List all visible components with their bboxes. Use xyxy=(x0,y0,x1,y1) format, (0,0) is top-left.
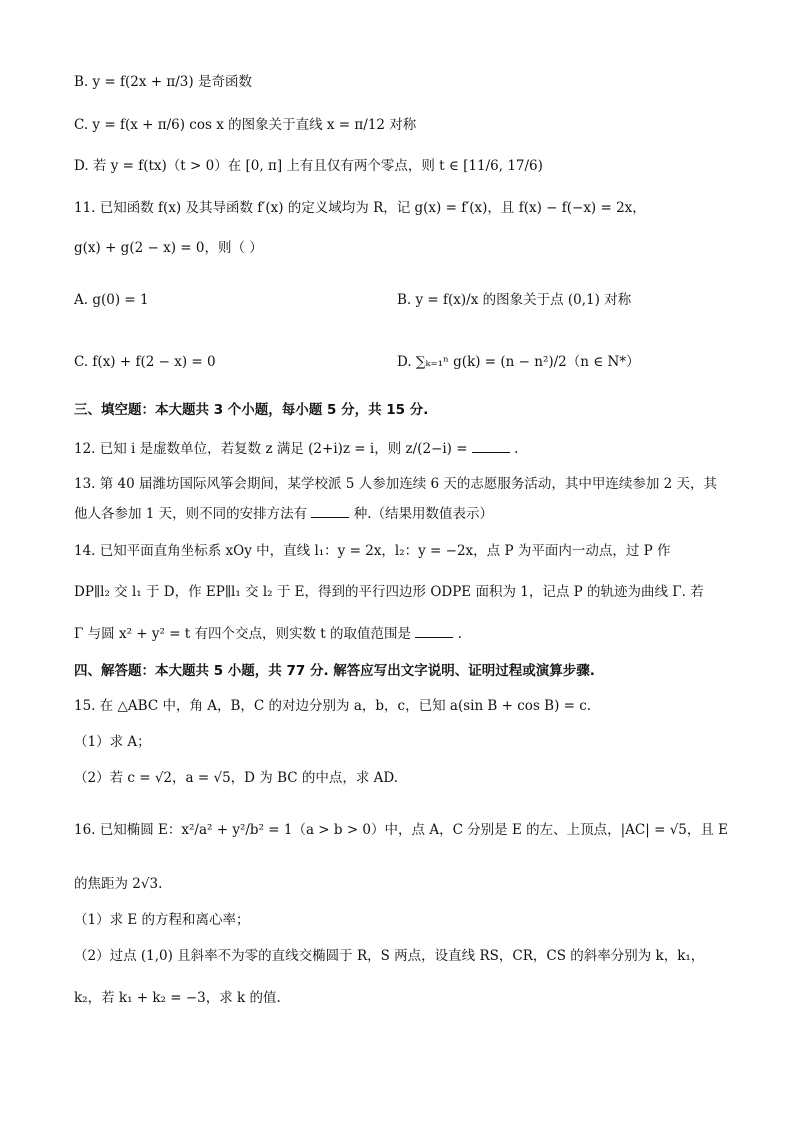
q15-stem: 15. 在 △ABC 中，角 A，B，C 的对边分别为 a，b，c，已知 a(sin B + cos B) = c. xyxy=(74,698,592,714)
q15-part1: （1）求 A； xyxy=(74,734,151,750)
q11-stem-line1: 11. 已知函数 f(x) 及其导函数 f′(x) 的定义域均为 R，记 g(x) = f′(x)，且 f(x) − f(−x) = 2x， xyxy=(74,200,646,216)
q13-answer-blank xyxy=(311,503,349,518)
q10-option-b: B. y = f(2x + π/3) 是奇函数 xyxy=(74,74,252,90)
q13-text-b: 种.（结果用数值表示） xyxy=(353,506,494,522)
q13-line1: 13. 第 40 届潍坊国际风筝会期间，某学校派 5 人参加连续 6 天的志愿服务活动，其中甲连续参加 2 天，其 xyxy=(74,476,718,492)
q16-part3: k₂，若 k₁ + k₂ = −3，求 k 的值. xyxy=(74,990,281,1006)
q14-line1: 14. 已知平面直角坐标系 xOy 中，直线 l₁：y = 2x，l₂：y = −2x，点 P 为平面内一动点，过 P 作 xyxy=(74,543,671,559)
q10-option-c: C. y = f(x + π/6) cos x 的图象关于直线 x = π/12 对称 xyxy=(74,117,417,133)
q14-period: . xyxy=(457,626,462,642)
section-3-heading: 三、填空题：本大题共 3 个小题，每小题 5 分，共 15 分. xyxy=(74,402,429,418)
q16-stem-line2: 的焦距为 2√3. xyxy=(74,876,163,892)
q11-option-d: D. ∑ₖ₌₁ⁿ g(k) = (n − n²)/2（n ∈ N*） xyxy=(397,354,640,370)
q14-line3 xyxy=(74,623,734,644)
q12-answer-blank xyxy=(472,438,510,453)
q14-text-a: Γ 与圆 x² + y² = t 有四个交点，则实数 t 的取值范围是 xyxy=(74,626,412,642)
q13-line2 xyxy=(74,503,734,524)
q15-part2: （2）若 c = √2，a = √5，D 为 BC 的中点，求 AD. xyxy=(74,770,399,786)
q14-answer-blank xyxy=(415,623,453,638)
q16-part2: （2）过点 (1,0) 且斜率不为零的直线交椭圆于 R，S 两点，设直线 RS，CR，CS 的斜率分别为 k，k₁， xyxy=(74,948,705,964)
q11-option-b: B. y = f(x)/x 的图象关于点 (0,1) 对称 xyxy=(397,292,632,308)
q16-part1: （1）求 E 的方程和离心率； xyxy=(74,912,250,928)
q12 xyxy=(74,438,734,459)
q14-line2: DP∥l₂ 交 l₁ 于 D，作 EP∥l₁ 交 l₂ 于 E，得到的平行四边形 ODPE 面积为 1，记点 P 的轨迹为曲线 Γ. 若 xyxy=(74,584,704,600)
q10-option-d: D. 若 y = f(tx)（t > 0）在 [0, π] 上有且仅有两个零点，则 t ∈ [11/6, 17/6) xyxy=(74,158,543,174)
q11-stem-line2: g(x) + g(2 − x) = 0，则（ ） xyxy=(74,240,263,256)
q16-stem-line1: 16. 已知椭圆 E：x²/a² + y²/b² = 1（a > b > 0）中，点 A，C 分别是 E 的左、上顶点，|AC| = √5，且 E xyxy=(74,822,729,838)
q11-option-c: C. f(x) + f(2 − x) = 0 xyxy=(74,354,216,370)
q12-text: 12. 已知 i 是虚数单位，若复数 z 满足 (2+i)z = i，则 z/(2−i) = xyxy=(74,441,468,457)
q12-period: . xyxy=(514,441,519,457)
section-4-heading: 四、解答题：本大题共 5 小题，共 77 分. 解答应写出文字说明、证明过程或演算步骤. xyxy=(74,663,595,679)
q13-text-a: 他人各参加 1 天，则不同的安排方法有 xyxy=(74,506,308,522)
q11-option-a: A. g(0) = 1 xyxy=(74,292,149,308)
